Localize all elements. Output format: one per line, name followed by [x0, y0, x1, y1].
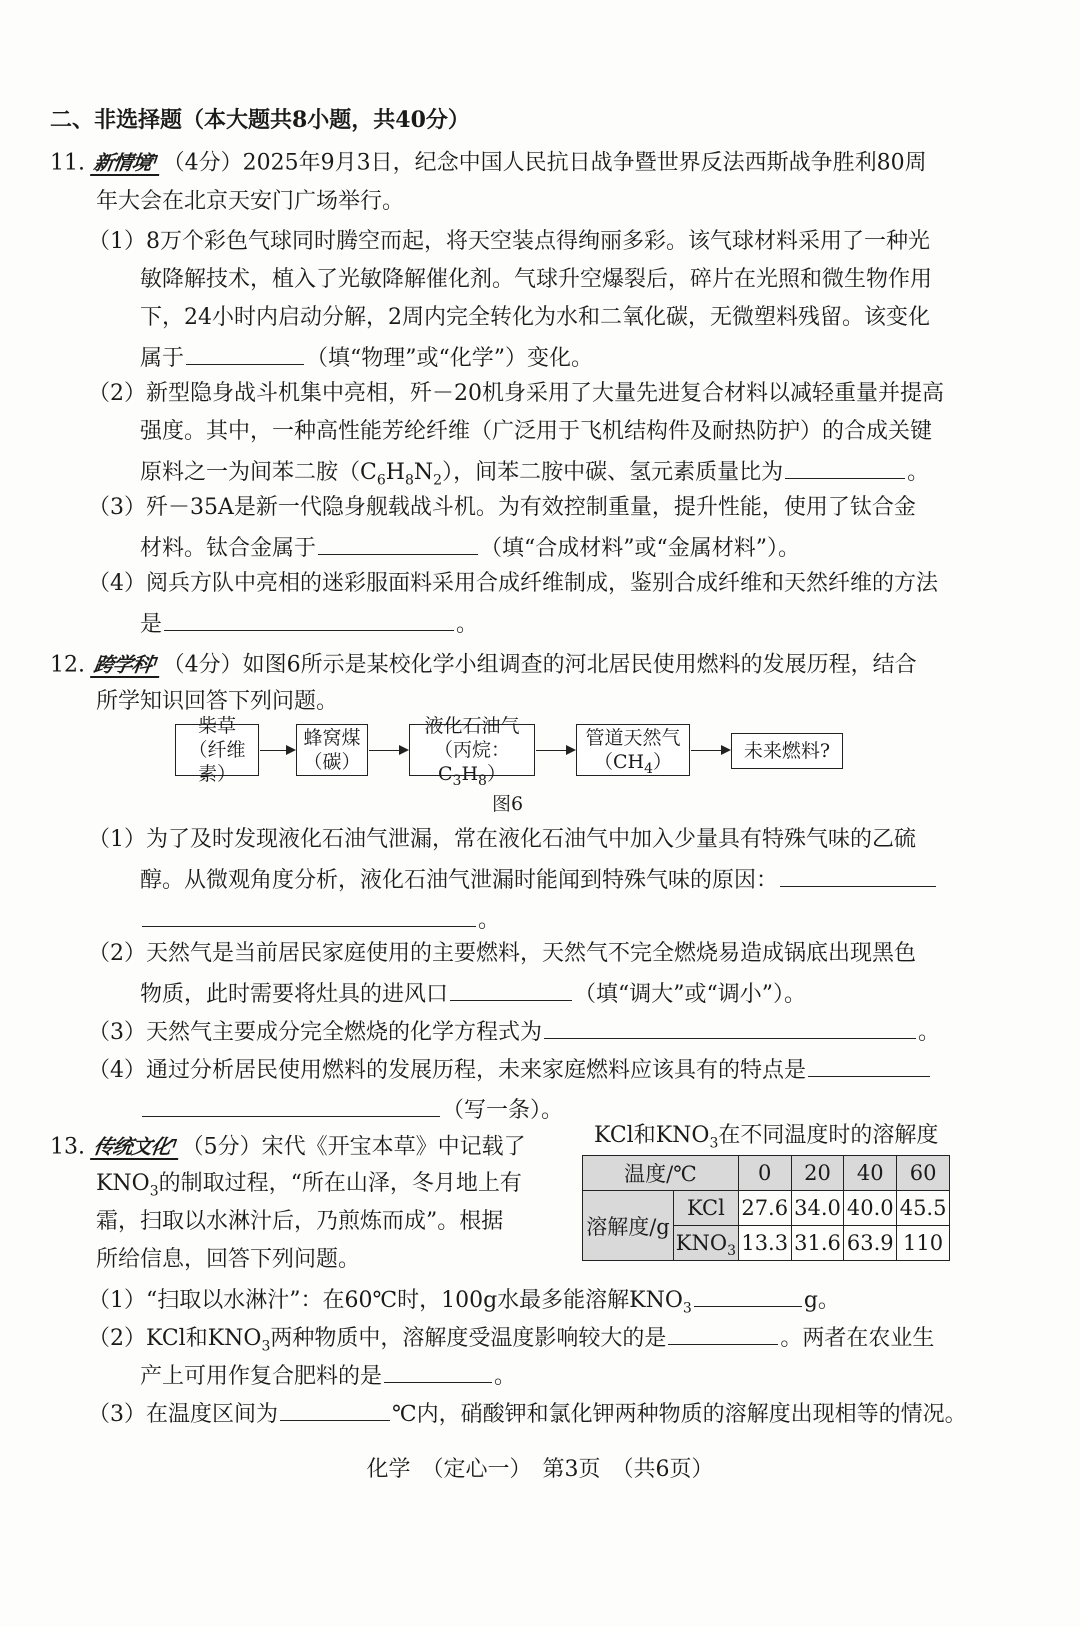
q13-p1-line1: （1）“扫取以水淋汁”：在60℃时，100g水最多能溶解$KNO_3$ g。: [88, 1284, 840, 1315]
q12-p4-text2: （写一条）。: [442, 1098, 564, 1123]
page-footer-text: 化学 （定心一） 第3页 （共6页）: [366, 1457, 714, 1482]
q12-p3-text1a: （3）天然气主要成分完全燃烧的化学方程式为: [88, 1020, 542, 1045]
flow-box-future-fuel-title: 未来燃料?: [743, 740, 831, 762]
q11-p3-line1: [88, 494, 916, 522]
table-temp-60: 60: [909, 1161, 937, 1185]
q13-p2-line1: （2）KCl和$KNO_3$两种物质中，溶解度受温度影响较大的是 。两者在农业生: [88, 1322, 934, 1353]
table-temp-cell: [897, 1156, 950, 1191]
q11-number: 11.: [50, 150, 85, 176]
q13-intro-line1: [50, 1132, 526, 1162]
q12-p4-text1: （4）通过分析居民使用燃料的发展历程，未来家庭燃料应该具有的特点是: [88, 1058, 806, 1083]
flow-box-natural-gas-title: 管道天然气: [585, 727, 681, 749]
table-kcl-label-text: KCl: [686, 1196, 725, 1220]
q13-intro-line4: [96, 1246, 360, 1274]
q13-p3-text1a: （3）在温度区间为: [88, 1402, 278, 1427]
kno3-20: 31.6: [794, 1231, 841, 1255]
q11-p2-text1: （2）新型隐身战斗机集中亮相，歼－20机身采用了大量先进复合材料以减轻重量并提高: [88, 381, 944, 406]
table-header-row: [583, 1156, 950, 1191]
q11-p2-line1: [88, 380, 944, 408]
kno3-40: 63.9: [846, 1231, 894, 1255]
q13-number: 13.: [50, 1134, 85, 1160]
q11-intro-text2: 年大会在北京天安门广场举行。: [96, 189, 405, 214]
tag-mark-icon: ⁊: [150, 151, 159, 166]
flow-box-future-fuel: [731, 733, 843, 769]
q11-p1-line4: [140, 342, 593, 373]
q11-p2-text3a: 原料之一为间苯二胺（: [140, 460, 361, 485]
q12-p2-text2a: 物质，此时需要将灶具的进风口: [140, 982, 449, 1007]
table-row-label-text: 溶解度/g: [586, 1214, 670, 1239]
q12-p1-line3: [140, 904, 500, 935]
q11-p3-answer-blank[interactable]: [318, 532, 478, 555]
q13-p3-line1: [88, 1398, 967, 1429]
arrow-right-icon: [691, 750, 729, 751]
q12-p4-line2: [140, 1094, 563, 1125]
q12-p1-answer-blank-1[interactable]: [780, 864, 936, 887]
table-kcl-label: [673, 1191, 738, 1226]
flow-box-coal-sub: （碳）: [303, 751, 361, 773]
table-title-text-b: 在不同温度时的溶解度: [718, 1123, 939, 1148]
q11-p2-text2: 强度。其中，一种高性能芳纶纤维（广泛用于飞机结构件及耐热防护）的合成关键: [140, 419, 933, 444]
q13-p3-text1b: ℃内，硝酸钾和氯化钾两种物质的溶解度出现相等的情况。: [392, 1402, 967, 1427]
q11-p2-answer-blank[interactable]: [785, 456, 905, 479]
flow-box-lpg-sub-text: （丙烷：: [433, 739, 510, 761]
flow-box-firewood: [175, 715, 259, 785]
q12-intro-text1: （4分）如图6所示是某校化学小组调查的河北居民使用燃料的发展历程，结合: [162, 652, 917, 678]
q12-p4-answer-blank-1[interactable]: [808, 1054, 930, 1077]
q11-p1-text2: 敏降解技术，植入了光敏降解催化剂。气球升空爆裂后，碎片在光照和微生物作用: [140, 267, 933, 292]
table-cell: [897, 1191, 950, 1226]
q12-intro-line2: [96, 688, 338, 716]
kcl-0: 27.6: [741, 1196, 789, 1220]
q11-p1-text3: 下，24小时内启动分解，2周内完全转化为水和二氧化碳，无微塑料残留。该变化: [140, 305, 930, 330]
q13-tag-badge: [90, 1132, 182, 1160]
q11-p2-text3b: ），间苯二胺中碳、氢元素质量比为: [442, 460, 784, 485]
q11-p1-text4b: （填“物理”或“化学”）变化。: [306, 346, 594, 371]
q11-p1-line1: [88, 228, 930, 256]
q13-p1-text1a: （1）“扫取以水淋汁”：在60℃时，100g水最多能溶解KNO: [88, 1288, 683, 1313]
q12-p2-line1: [88, 940, 916, 968]
kcl-60: 45.5: [899, 1196, 947, 1220]
q11-p1-line2: [140, 266, 932, 294]
q11-p3-text2b: （填“合成材料”或“金属材料”）。: [480, 536, 801, 561]
q11-p3-text1: （3）歼－35A是新一代隐身舰载战斗机。为有效控制重量，提升性能，使用了钛合金: [88, 495, 916, 520]
flow-box-lpg-title: 液化石油气: [424, 715, 520, 737]
table-cell: [738, 1191, 791, 1226]
kno3-0: 13.3: [741, 1231, 789, 1255]
flow-box-natural-gas: [576, 724, 690, 776]
table-header-temp-text: 温度/℃: [624, 1162, 697, 1186]
flow-box-firewood-title: 柴草: [197, 715, 236, 737]
q13-p2-answer-blank-2[interactable]: [384, 1360, 492, 1383]
q12-tag-text: 跨学科: [92, 652, 153, 677]
q13-intro-text4: 所给信息，回答下列问题。: [96, 1247, 361, 1272]
q11-intro-line1: [50, 148, 927, 178]
flow-box-lpg: [409, 715, 535, 789]
q13-intro-text2: 的制取过程，“所在山泽，冬月地上有: [158, 1171, 522, 1196]
solubility-table: [582, 1155, 950, 1261]
q11-p4-text1: （4）阅兵方队中亮相的迷彩服面料采用合成纤维制成，鉴别合成纤维和天然纤维的方法: [88, 571, 938, 596]
q12-p2-text2b: （填“调大”或“调小”）。: [574, 982, 807, 1007]
table-temp-0: 0: [758, 1161, 772, 1185]
q13-p2-text1b: 两种物质中，溶解度受温度影响较大的是: [270, 1326, 667, 1351]
q12-intro-text2: 所学知识回答下列问题。: [96, 689, 339, 714]
q11-p4-line1: [88, 570, 938, 598]
q11-intro-text1: （4分）2025年9月3日，纪念中国人民抗日战争暨世界反法西斯战争胜利80周: [162, 150, 927, 176]
q11-p3-line2: [140, 532, 800, 563]
table-temp-cell: [738, 1156, 791, 1191]
q13-intro-text3: 霜，扫取以水淋汁后，乃煎炼而成”。根据: [96, 1209, 504, 1234]
q13-intro-line3: [96, 1208, 503, 1236]
q11-p4-line2: [140, 608, 478, 639]
table-cell: [738, 1226, 791, 1261]
figure-caption: [492, 790, 523, 818]
q11-tag-text: 新情境: [92, 150, 153, 175]
table-title: KCl和$KNO_3$在不同温度时的溶解度: [594, 1123, 939, 1152]
table-cell: [791, 1226, 844, 1261]
q13-tag-text: 传统文化: [92, 1134, 172, 1159]
flow-box-coal: [296, 724, 368, 776]
q12-tag-badge: [90, 650, 163, 678]
section-title-text: 二、非选择题（本大题共8小题，共40分）: [50, 107, 470, 133]
formula-kno3: $KNO_3$: [96, 1171, 159, 1200]
q13-intro-text1: （5分）宋代《开宝本草》中记载了: [181, 1134, 526, 1160]
table-row-kcl: [583, 1191, 950, 1226]
table-kno3-label-text: KNO: [675, 1231, 728, 1255]
q11-p4-text2b: 。: [456, 612, 479, 637]
q11-p3-text2a: 材料。钛合金属于: [140, 536, 317, 561]
table-cell: [791, 1191, 844, 1226]
q12-p1-line2: [140, 864, 938, 895]
arrow-right-icon: [536, 750, 574, 751]
section-title: [50, 106, 470, 134]
table-temp-cell: [844, 1156, 897, 1191]
q12-p3-line1: [88, 1016, 940, 1047]
q13-p1-text1b: g。: [803, 1288, 840, 1313]
page-footer: [0, 1456, 1080, 1484]
q11-p1-text1: （1）8万个彩色气球同时腾空而起，将天空装点得绚丽多彩。该气球材料采用了一种光: [88, 229, 930, 254]
kcl-20: 34.0: [794, 1196, 841, 1220]
kcl-40: 40.0: [846, 1196, 894, 1220]
table-cell: [844, 1191, 897, 1226]
q12-p2-text1: （2）天然气是当前居民家庭使用的主要燃料，天然气不完全燃烧易造成锅底出现黑色: [88, 941, 916, 966]
arrow-right-icon: [369, 750, 407, 751]
q11-p1-line3: [140, 304, 930, 332]
kno3-60: 110: [903, 1231, 944, 1255]
q12-p1-text1: （1）为了及时发现液化石油气泄漏，常在液化石油气中加入少量具有特殊气味的乙硫: [88, 827, 916, 852]
q13-p2-text2a: 产上可用作复合肥料的是: [140, 1364, 383, 1389]
formula-c6h8n2: $C_6H_8N_2$: [360, 460, 443, 489]
q11-p4-text2a: 是: [140, 612, 163, 637]
q11-p2-line3: [140, 456, 929, 487]
table-cell: [897, 1226, 950, 1261]
flow-box-coal-title: 蜂窝煤: [303, 727, 361, 749]
arrow-right-icon: [260, 750, 294, 751]
table-row-label: [583, 1191, 674, 1261]
q13-p2-text1c: 。两者在农业生: [780, 1326, 935, 1351]
q12-p3-text1b: 。: [918, 1020, 941, 1045]
q11-p2-text3c: 。: [907, 460, 930, 485]
q12-p1-line1: [88, 826, 916, 854]
q12-p1-text2: 醇。从微观角度分析，液化石油气泄漏时能闻到特殊气味的原因：: [140, 868, 779, 893]
q12-p3-answer-blank[interactable]: [544, 1016, 916, 1039]
q13-p1-answer-blank[interactable]: [694, 1284, 802, 1307]
q12-p1-text3: 。: [478, 908, 501, 933]
flow-box-natural-gas-sub: $(CH_4)$: [593, 751, 673, 777]
q11-p2-line2: [140, 418, 932, 446]
q12-intro-line1: [50, 650, 917, 680]
table-temp-20: 20: [804, 1161, 831, 1185]
tag-mark-icon: ⁊: [169, 1135, 178, 1150]
table-temp-cell: [791, 1156, 844, 1191]
q13-intro-line2: [96, 1170, 522, 1198]
q11-intro-line2: [96, 188, 404, 216]
table-cell: [844, 1226, 897, 1261]
q12-p2-line2: [140, 978, 806, 1009]
q12-p4-line1: [88, 1054, 932, 1085]
q13-p2-text1a: （2）KCl和KNO: [88, 1326, 262, 1351]
q11-p1-text4a: 属于: [140, 346, 185, 371]
q13-p2-answer-blank-1[interactable]: [668, 1322, 778, 1345]
q11-p4-answer-blank[interactable]: [164, 608, 454, 631]
figure-caption-text: 图6: [492, 793, 524, 815]
flow-box-lpg-sub: （丙烷：$C_3H_8$）: [433, 739, 510, 789]
flow-box-firewood-sub: （纤维素）: [188, 739, 246, 785]
q11-p1-answer-blank[interactable]: [186, 342, 304, 365]
q13-p2-text2b: 。: [494, 1364, 517, 1389]
q12-p2-answer-blank[interactable]: [450, 978, 572, 1001]
q12-p4-answer-blank-2[interactable]: [142, 1094, 440, 1117]
table-title-text-a: KCl和KNO: [594, 1123, 710, 1148]
q13-p3-answer-blank[interactable]: [280, 1398, 390, 1421]
tag-mark-icon: ⁊: [150, 653, 159, 668]
q11-tag-badge: [90, 148, 163, 176]
q13-p2-line2: [140, 1360, 516, 1391]
q12-p1-answer-blank-2[interactable]: [142, 904, 476, 927]
table-kno3-label: $KNO_3$: [673, 1226, 738, 1261]
table-temp-40: 40: [856, 1161, 884, 1185]
table-header-temp: [583, 1156, 739, 1191]
q12-number: 12.: [50, 652, 85, 678]
